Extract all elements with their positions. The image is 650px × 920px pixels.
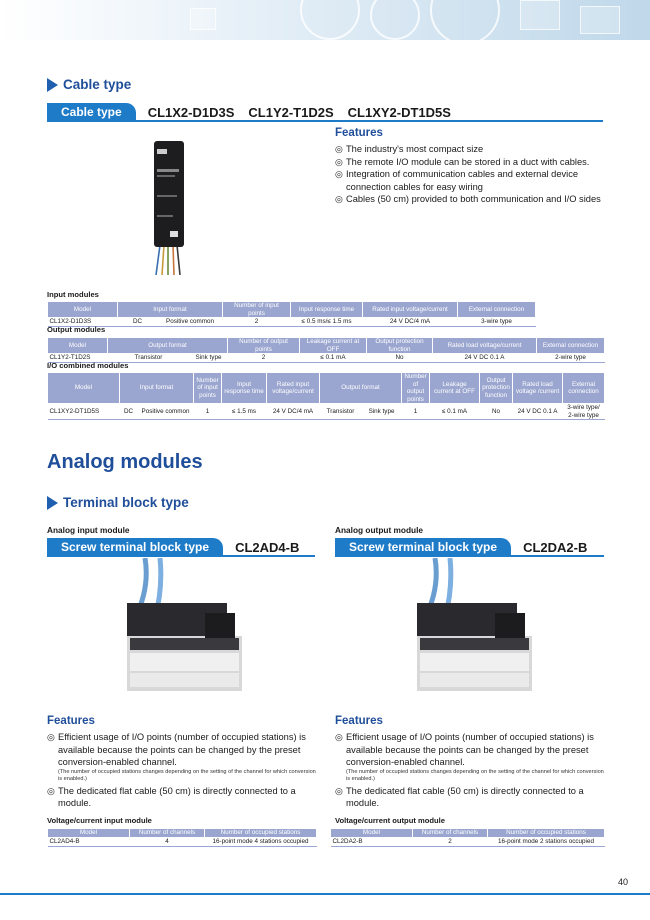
tag-underline — [47, 120, 603, 122]
table-header-row: Model Input format Number of input points Input response time Rated input voltage/current Output format Number of output points Leakage current at OFF Output protection function Rated load voltage /current External connection — [48, 373, 605, 404]
feature-item: ◎ The remote I/O module can be stored in a duct with cables. — [335, 156, 610, 169]
analog-output-label: Analog output module — [335, 525, 424, 535]
table-header-row: Model Output format Number of output points Leakage current at OFF Output protection function Rated load voltage/current External connection — [48, 338, 605, 354]
feature-item: ◎ Efficient usage of I/O points (number of occupied stations) is available because the points can be changed by the preset conversion-enabled channel. — [335, 731, 607, 769]
input-module-table-title: Voltage/current input module — [47, 816, 152, 825]
table-row: CL1XY2-DT1D5S DC Positive common 1 ≤ 1.5 ms 24 V DC/4 mA Transistor Sink type 1 ≤ 0.1 mA No 24 V DC 0.1 A 3-wire type/ 2-wire type — [48, 404, 605, 420]
analog-output-model: CL2DA2-B — [523, 539, 588, 555]
table-row: CL1X2-D1D3S DC Positive common 2 ≤ 0.5 ms/≤ 1.5 ms 24 V DC/4 mA 3-wire type — [48, 318, 536, 327]
cable-type-tag: Cable type — [47, 103, 136, 121]
analog-output-tag-row — [335, 538, 601, 556]
section-heading-terminal: Terminal block type — [47, 495, 189, 510]
analog-input-model: CL2AD4-B — [235, 539, 300, 555]
table-row: CL2AD4-B 4 16-point mode 4 stations occupied — [48, 838, 317, 847]
analog-input-features-heading: Features — [47, 715, 95, 727]
analog-input-tag-row — [47, 538, 313, 556]
cable-module-photo — [140, 135, 200, 275]
section-heading-cable: Cable type — [47, 77, 131, 92]
feature-item: ◎ Cables (50 cm) provided to both communication and I/O sides — [335, 193, 610, 206]
analog-modules-title: Analog modules — [47, 451, 203, 473]
output-modules-title: Output modules — [47, 325, 106, 334]
feature-item: ◎ Efficient usage of I/O points (number of occupied stations) is available because the points can be changed by the preset conversion-enabled channel. — [47, 731, 317, 769]
output-modules-table — [47, 337, 605, 363]
table-header-row: Model Number of channels Number of occupied stations — [48, 829, 317, 838]
analog-input-module-photo — [105, 558, 255, 708]
feature-item: ◎ The dedicated flat cable (50 cm) is directly connected to a module. — [47, 785, 317, 810]
table-row: CL1Y2-T1D2S Transistor Sink type 2 ≤ 0.1 mA No 24 V DC 0.1 A 2-wire type — [48, 354, 605, 363]
analog-input-tag: Screw terminal block type — [47, 538, 223, 556]
feature-item: ◎ The industry's most compact size — [335, 143, 610, 156]
cable-models: CL1X2-D1D3S CL1Y2-T1D2S CL1XY2-DT1D5S — [147, 104, 451, 120]
analog-input-features — [47, 731, 317, 810]
header-band — [0, 0, 650, 40]
output-module-table-title: Voltage/current output module — [335, 816, 445, 825]
combined-modules-title: I/O combined modules — [47, 361, 129, 370]
analog-output-features — [335, 731, 607, 810]
table-header-row: Model Input format Number of input points Input response time Rated input voltage/current External connection — [48, 302, 536, 318]
analog-output-table — [330, 828, 605, 847]
cable-features-heading: Features — [335, 127, 383, 139]
analog-output-module-photo — [395, 558, 545, 708]
feature-note: (The number of occupied stations changes depending on the setting of the channel for which conversion is enabled.) — [346, 768, 604, 782]
analog-input-table — [47, 828, 317, 847]
feature-item: ◎ Integration of communication cables and external device connection cables for easy wiring — [335, 168, 610, 193]
analog-input-label: Analog input module — [47, 525, 130, 535]
triangle-bullet-icon — [47, 496, 58, 510]
input-modules-title: Input modules — [47, 290, 99, 299]
cable-tag-row — [47, 103, 465, 121]
triangle-bullet-icon — [47, 78, 58, 92]
analog-output-features-heading: Features — [335, 715, 383, 727]
feature-note: (The number of occupied stations changes depending on the setting of the channel for which conversion is enabled.) — [58, 768, 316, 782]
page-number: 40 — [617, 877, 628, 887]
input-modules-table — [47, 301, 536, 327]
footer-rule — [0, 893, 650, 895]
tag-underline — [335, 555, 604, 557]
table-header-row: Model Number of channels Number of occupied stations — [331, 829, 605, 838]
feature-item: ◎ The dedicated flat cable (50 cm) is directly connected to a module. — [335, 785, 607, 810]
cable-features-list — [335, 143, 610, 206]
table-row: CL2DA2-B 2 16-point mode 2 stations occupied — [331, 838, 605, 847]
tag-underline — [47, 555, 315, 557]
analog-output-tag: Screw terminal block type — [335, 538, 511, 556]
combined-modules-table — [47, 372, 605, 420]
